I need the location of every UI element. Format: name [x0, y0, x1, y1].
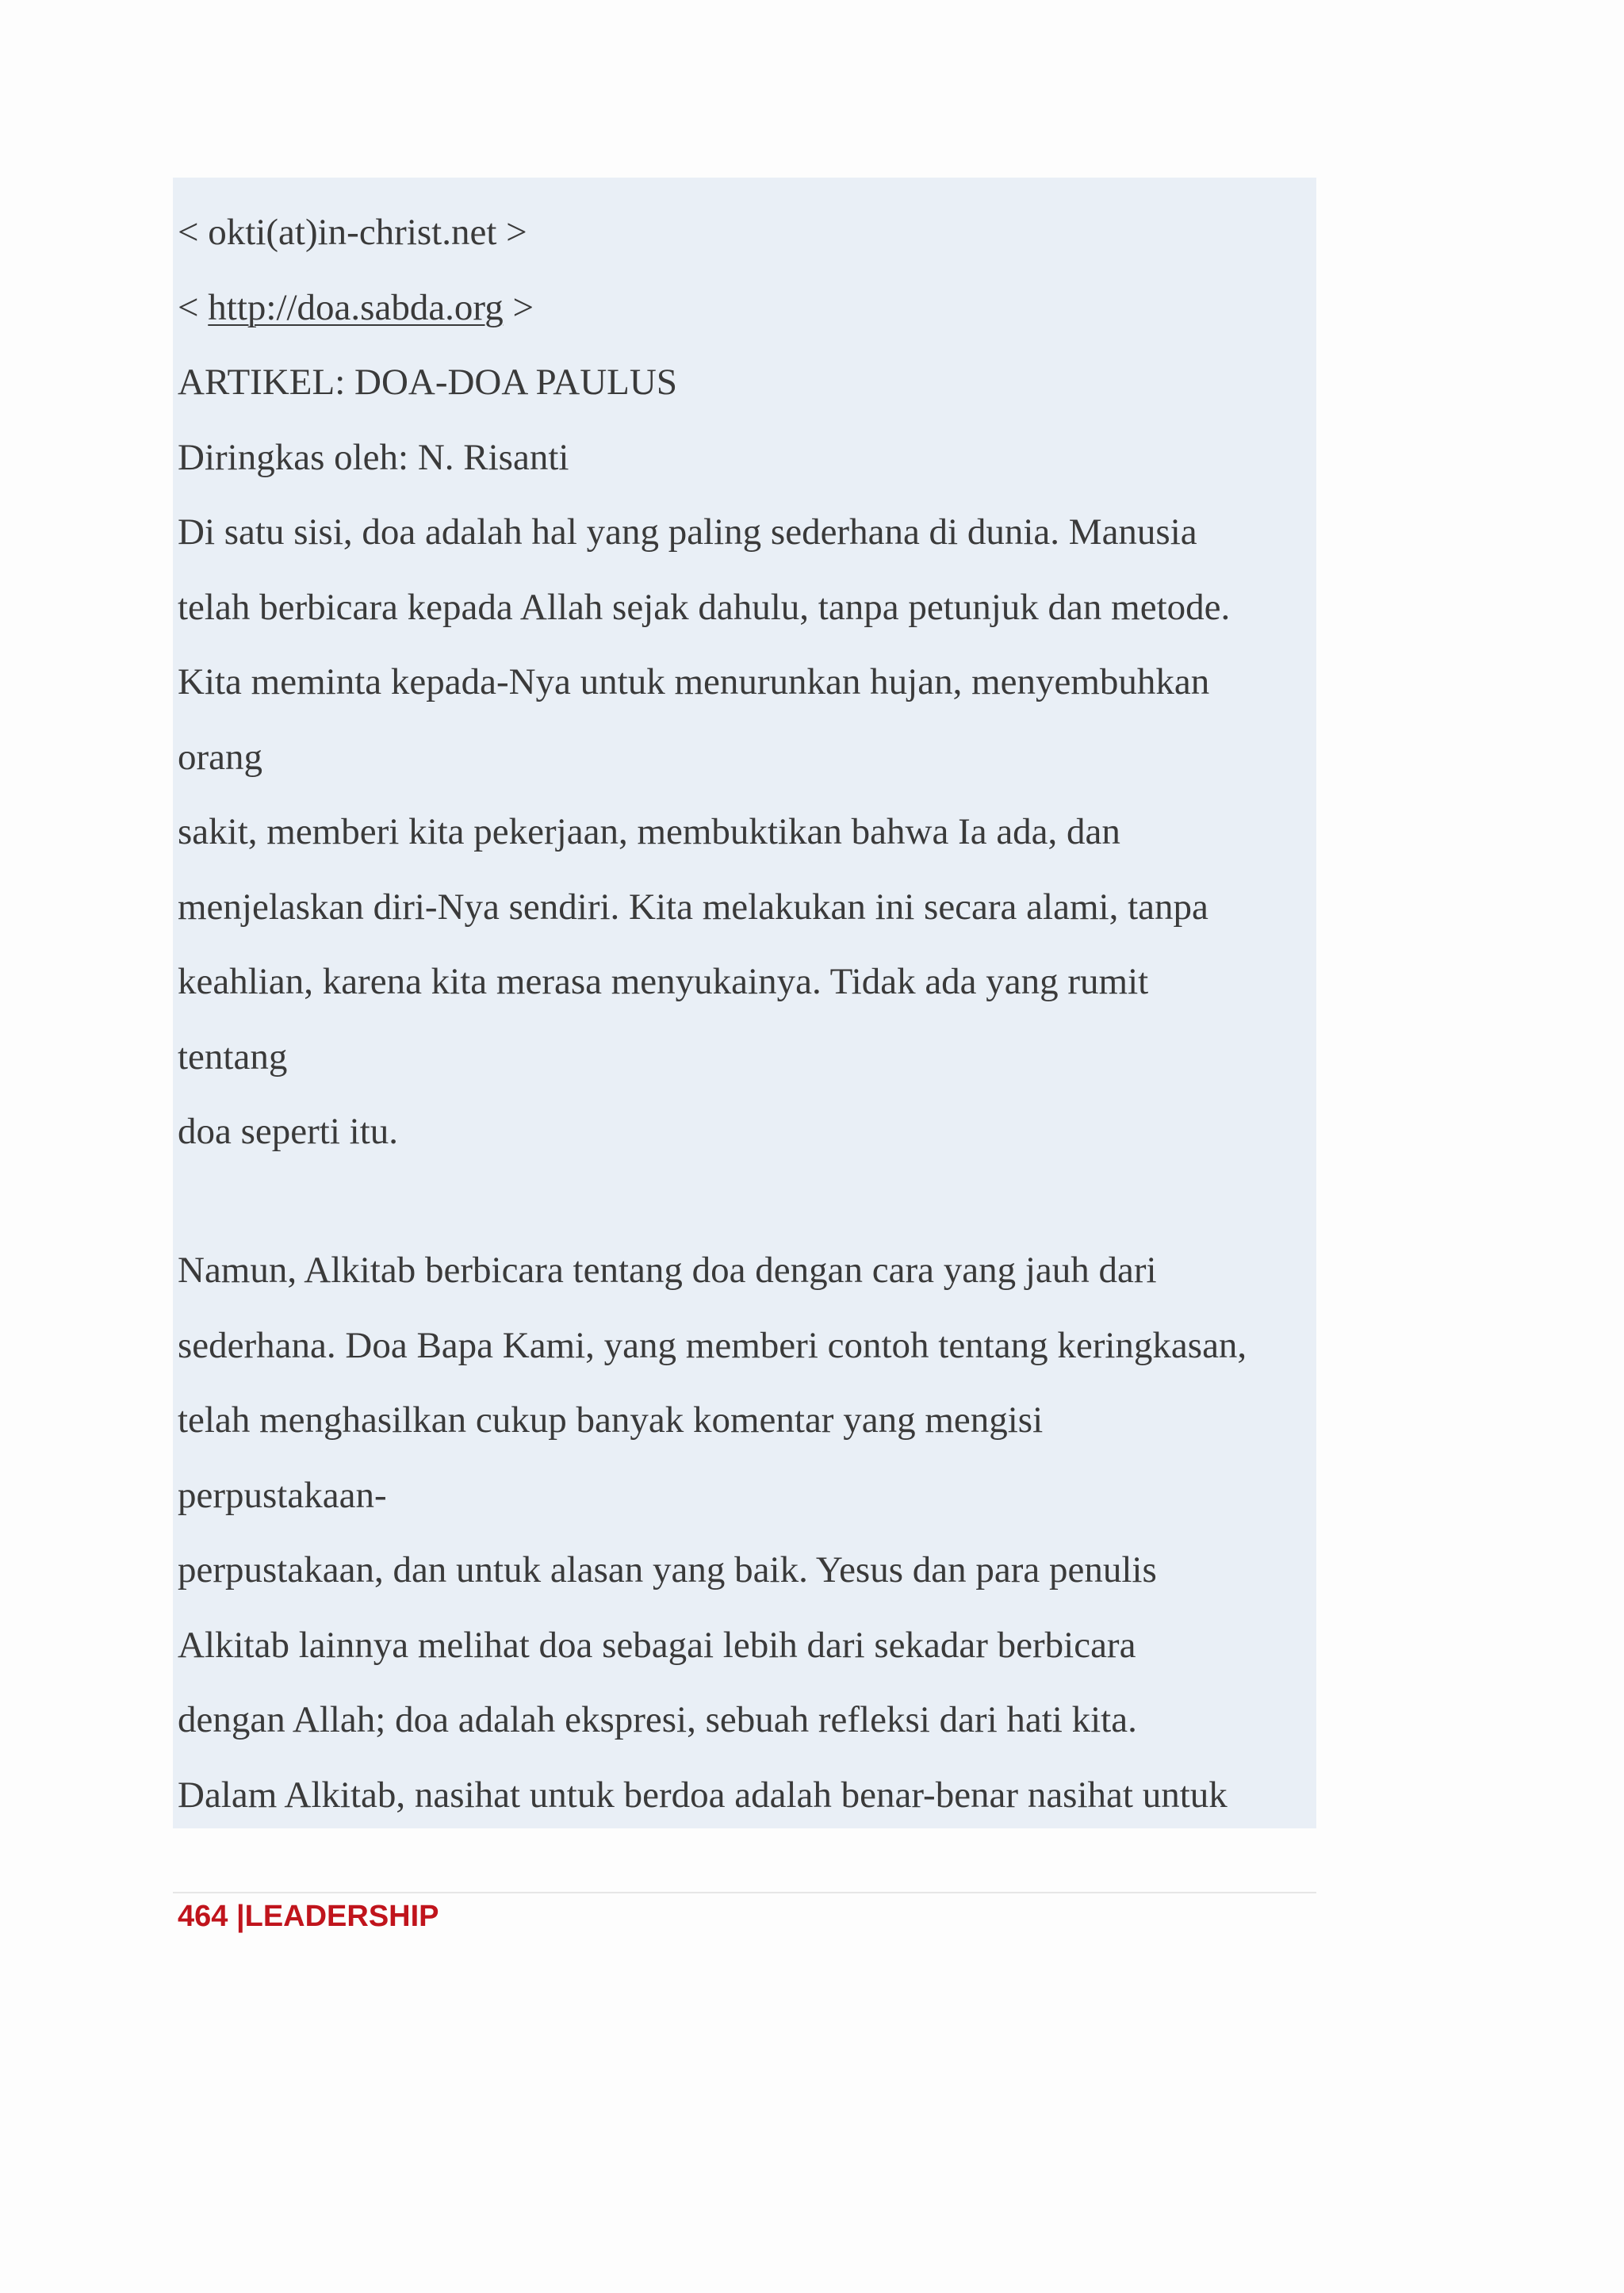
- paragraph-1-line: tentang: [178, 1036, 288, 1078]
- paragraph-1-line: menjelaskan diri-Nya sendiri. Kita melakukan ini secara alami, tanpa: [178, 886, 1208, 928]
- footer-divider: [173, 1892, 1316, 1893]
- paragraph-2-line: sederhana. Doa Bapa Kami, yang memberi contoh tentang keringkasan,: [178, 1325, 1247, 1366]
- sabda-url-link[interactable]: http://doa.sabda.org: [208, 287, 504, 328]
- paragraph-1-line: Di satu sisi, doa adalah hal yang paling sederhana di dunia. Manusia: [178, 511, 1197, 553]
- paragraph-1-line: orang: [178, 737, 263, 778]
- footer-section-title: LEADERSHIP: [244, 1900, 439, 1933]
- paragraph-1-line: sakit, memberi kita pekerjaan, membuktikan bahwa Ia ada, dan: [178, 811, 1120, 852]
- paragraph-2-line: dengan Allah; doa adalah ekspresi, sebuah refleksi dari hati kita.: [178, 1699, 1137, 1740]
- page-number: 464: [178, 1900, 228, 1933]
- email-open-bracket: <: [178, 212, 209, 253]
- paragraph-1-line: telah berbicara kepada Allah sejak dahulu, tanpa petunjuk dan metode.: [178, 587, 1231, 628]
- paragraph-1-line: keahlian, karena kita merasa menyukainya. Tidak ada yang rumit: [178, 961, 1149, 1002]
- footer-separator: |: [228, 1900, 245, 1933]
- paragraph-1-line: Kita meminta kepada-Nya untuk menurunkan hujan, menyembuhkan: [178, 661, 1210, 702]
- paragraph-2-line: Namun, Alkitab berbicara tentang doa dengan cara yang jauh dari: [178, 1250, 1157, 1291]
- paragraph-2-line: perpustakaan-: [178, 1475, 387, 1516]
- email-close-bracket: >: [496, 212, 527, 253]
- paragraph-2-line: telah menghasilkan cukup banyak komentar yang mengisi: [178, 1399, 1044, 1441]
- article-title: ARTIKEL: DOA-DOA PAULUS: [178, 362, 677, 403]
- paragraph-2-line: Alkitab lainnya melihat doa sebagai lebih dari sekadar berbicara: [178, 1625, 1136, 1666]
- email-address: okti(at)in-christ.net: [208, 212, 497, 253]
- paragraph-2-line: Dalam Alkitab, nasihat untuk berdoa adalah benar-benar nasihat untuk: [178, 1774, 1228, 1816]
- url-close-bracket: >: [503, 287, 534, 328]
- article-byline: Diringkas oleh: N. Risanti: [178, 437, 569, 478]
- paragraph-1-line: doa seperti itu.: [178, 1111, 399, 1152]
- page-footer: [178, 1901, 439, 1931]
- url-open-bracket: <: [178, 287, 209, 328]
- email-line: [178, 214, 527, 251]
- url-line: [178, 289, 534, 327]
- paragraph-2-line: perpustakaan, dan untuk alasan yang baik. Yesus dan para penulis: [178, 1549, 1157, 1591]
